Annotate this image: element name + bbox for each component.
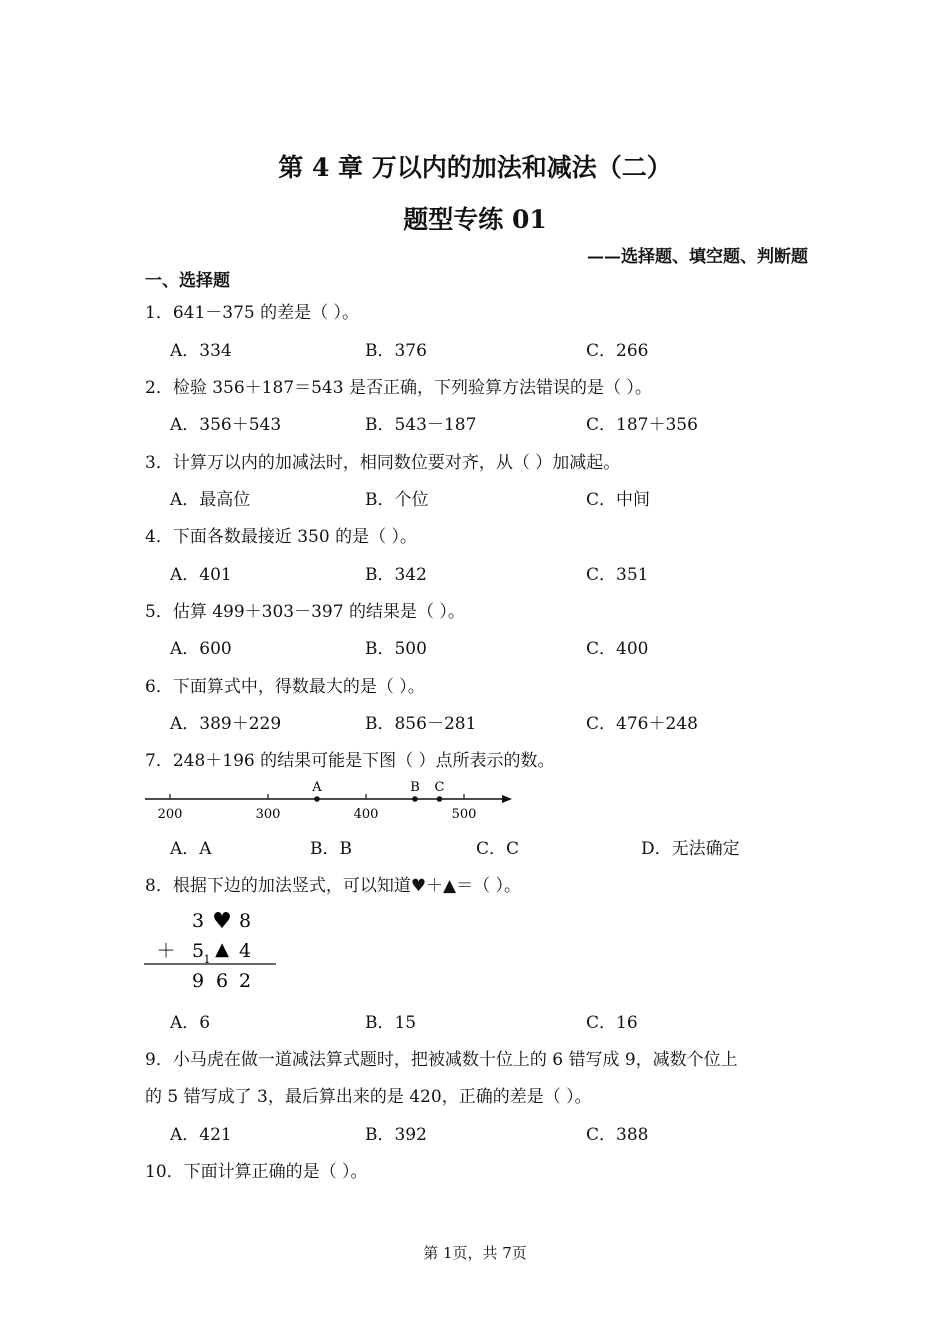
section-heading: 一、选择题 [145,271,230,291]
number-line-point-c [437,796,443,802]
q3-option-c: C．中间 [586,490,651,510]
heart-icon: ♥ [212,909,232,934]
q2-option-c: C．187＋356 [586,415,698,435]
q8-option-c: C．16 [586,1013,638,1033]
sum-ones: 2 [238,970,252,992]
question-8: 8．根据下边的加法竖式，可以知道♥＋▲＝（ ）。 [145,876,522,896]
q7-option-b: B．B [310,839,352,859]
sum-tens: 6 [215,970,229,992]
question-types: ——选择题、填空题、判断题 [587,247,808,267]
triangle-icon: ▲ [215,939,229,960]
number-line [140,772,520,824]
addend1-hundreds: 3 [191,910,205,932]
number-line-point-label: C [434,780,445,795]
question-6: 6．下面算式中，得数最大的是（ ）。 [145,677,425,697]
q5-option-a: A．600 [170,639,232,659]
q7-option-d: D．无法确定 [641,839,740,859]
number-line-tick-label: 200 [157,807,183,822]
q1-option-b: B．376 [365,341,427,361]
q2-option-a: A．356＋543 [170,415,282,435]
question-5: 5．估算 499＋303－397 的结果是（ ）。 [145,602,465,622]
q3-option-a: A．最高位 [170,490,251,510]
page-footer: 第 1页，共 7页 [423,1244,527,1262]
question-7: 7．248＋196 的结果可能是下图（ ）点所表示的数。 [145,751,555,771]
q9-option-a: A．421 [170,1125,232,1145]
number-line-tick-label: 400 [353,807,379,822]
number-line-arrow [502,795,512,803]
number-line-point-a [314,796,320,802]
q3-option-b: B．个位 [365,490,429,510]
q6-option-b: B．856－281 [365,714,477,734]
addend1-ones: 8 [238,910,252,932]
q4-option-c: C．351 [586,565,649,585]
page-subtitle: 题型专练 01 [403,205,547,234]
sum-hundreds: 9 [191,970,205,992]
plus-sign: ＋ [156,940,176,962]
question-4: 4．下面各数最接近 350 的是（ ）。 [145,527,417,547]
q5-option-b: B．500 [365,639,427,659]
chapter-title: 第 4 章 万以内的加法和减法（二） [278,153,672,182]
q8-option-a: A．6 [170,1013,211,1033]
q7-option-c: C．C [476,839,520,859]
q1-option-c: C．266 [586,341,649,361]
q9-option-c: C．388 [586,1125,649,1145]
number-line-point-label: B [410,780,420,795]
addend2-hundreds: 5 [191,940,205,962]
q7-option-a: A．A [170,839,212,859]
q4-option-b: B．342 [365,565,427,585]
question-3: 3．计算万以内的加减法时，相同数位要对齐，从（ ）加减起。 [145,453,621,473]
number-line-point-b [412,796,418,802]
q6-option-c: C．476＋248 [586,714,698,734]
carry-digit: 1 [203,953,211,966]
number-line-tick-label: 500 [451,807,477,822]
q6-option-a: A．389＋229 [170,714,282,734]
question-10: 10．下面计算正确的是（ ）。 [145,1162,368,1182]
addend2-ones: 4 [238,940,252,962]
q1-option-a: A．334 [170,341,232,361]
number-line-point-label: A [312,780,322,795]
question-9-line-1: 9．小马虎在做一道减法算式题时，把被减数十位上的 6 错写成 9，减数个位上 [145,1050,738,1070]
q4-option-a: A．401 [170,565,232,585]
q8-option-b: B．15 [365,1013,417,1033]
question-9-line-2: 的 5 错写成了 3，最后算出来的是 420，正确的差是（ ）。 [145,1087,592,1107]
q9-option-b: B．392 [365,1125,427,1145]
question-1: 1．641－375 的差是（ ）。 [145,303,360,323]
question-2: 2．检验 356＋187＝543 是否正确，下列验算方法错误的是（ ）。 [145,378,652,398]
q5-option-c: C．400 [586,639,649,659]
vertical-addition [140,900,290,998]
q2-option-b: B．543－187 [365,415,477,435]
number-line-tick-label: 300 [255,807,281,822]
